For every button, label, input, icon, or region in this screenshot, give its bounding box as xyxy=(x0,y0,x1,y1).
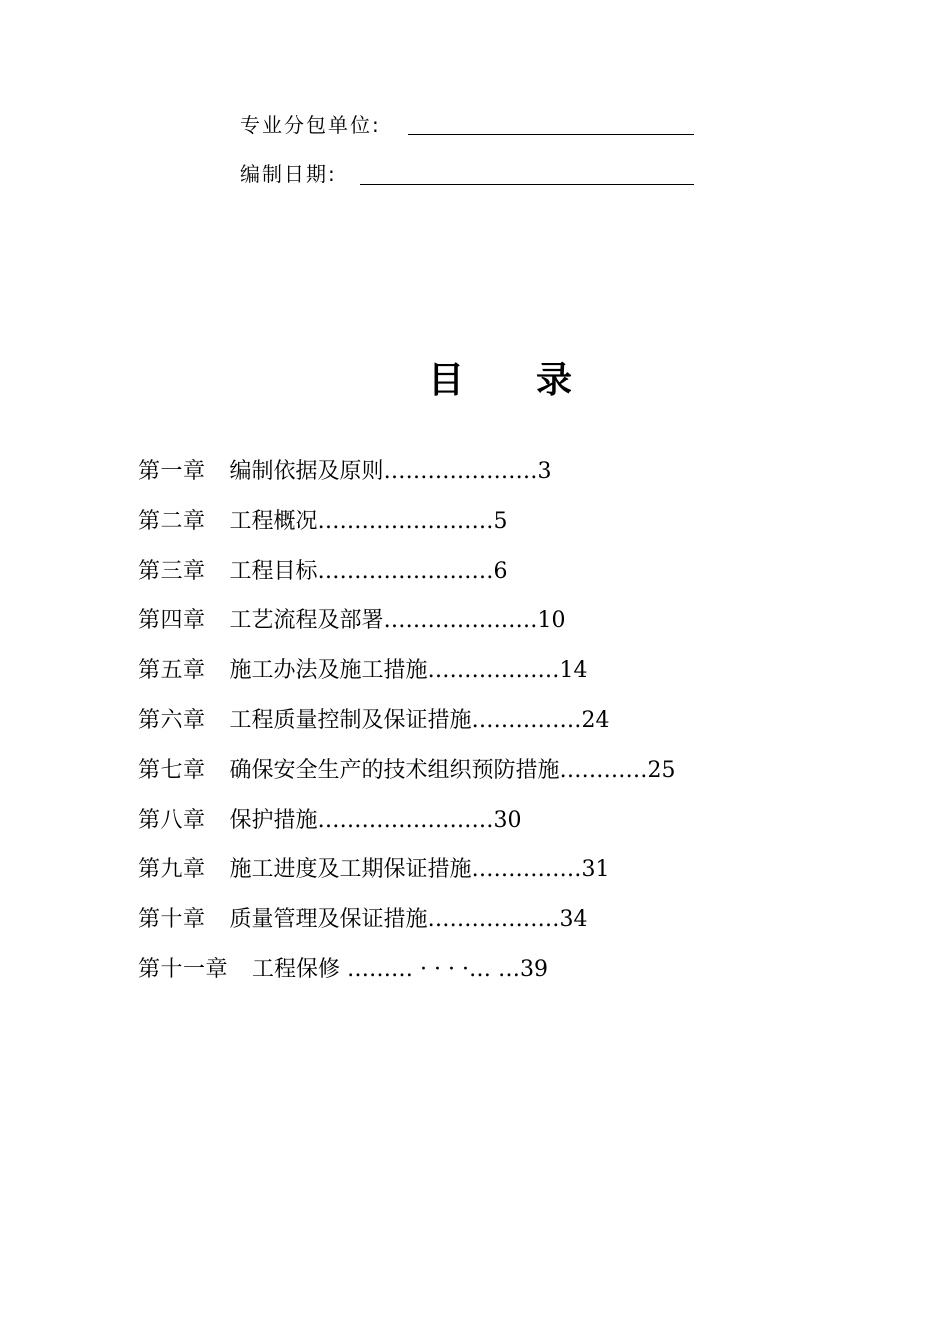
toc-dot-leader: ………… xyxy=(559,757,648,783)
toc-chapter-number: 第八章 xyxy=(138,807,206,833)
toc-dot-leader: …………………… xyxy=(317,508,494,534)
toc-dot-leader: ……………… xyxy=(427,658,560,684)
toc-chapter-title: 工程目标 xyxy=(229,558,318,584)
toc-chapter-number: 第三章 xyxy=(138,558,206,584)
toc-entry xyxy=(138,505,676,555)
toc-dot-leader: …………………… xyxy=(317,558,494,584)
toc-chapter-title: 工程概况 xyxy=(229,508,318,534)
toc-chapter-title: 施工办法及施工措施 xyxy=(229,658,428,684)
toc-page-number: 3 xyxy=(537,459,552,484)
toc-chapter-number: 第十一章 xyxy=(138,956,229,982)
toc-chapter-number: 第十章 xyxy=(138,907,206,933)
toc-page-number: 30 xyxy=(493,807,522,833)
toc-chapter-title: 工程保修 xyxy=(252,956,341,982)
toc-page-number: 25 xyxy=(647,757,676,783)
toc-chapter-title: 施工进度及工期保证措施 xyxy=(229,857,472,883)
toc-dot-leader: ………………… xyxy=(383,459,538,484)
toc-entry xyxy=(138,604,676,654)
toc-dot-leader: …………………… xyxy=(317,807,494,833)
toc-chapter-number: 第七章 xyxy=(138,757,206,783)
toc-title: 目 录 xyxy=(427,360,572,401)
toc-page-number: 5 xyxy=(493,508,508,534)
toc-entry xyxy=(138,853,676,903)
toc-dot-leader: ……………… xyxy=(427,907,560,933)
toc-chapter-title: 确保安全生产的技术组织预防措施 xyxy=(229,757,560,783)
toc-dot-leader: …………… xyxy=(471,857,582,883)
toc-list xyxy=(138,455,676,1003)
toc-entry xyxy=(138,704,676,754)
subcontractor-blank-line xyxy=(408,134,694,135)
toc-entry xyxy=(138,754,676,804)
toc-dot-leader: ………………… xyxy=(383,608,538,634)
toc-entry xyxy=(138,953,676,1003)
toc-dot-leader: …………… xyxy=(471,707,582,733)
date-blank-line xyxy=(360,184,694,185)
toc-page-number: 14 xyxy=(559,658,588,684)
toc-page-number: 39 xyxy=(519,956,548,982)
toc-page-number: 10 xyxy=(537,608,566,634)
toc-chapter-number: 第四章 xyxy=(138,608,206,634)
toc-chapter-title: 工艺流程及部署 xyxy=(229,608,384,634)
toc-chapter-number: 第五章 xyxy=(138,658,206,684)
toc-chapter-title: 编制依据及原则 xyxy=(229,459,384,484)
toc-entry xyxy=(138,455,676,505)
toc-chapter-number: 第二章 xyxy=(138,508,206,534)
toc-chapter-number: 第一章 xyxy=(138,459,206,484)
toc-page-number: 6 xyxy=(493,558,508,584)
toc-entry xyxy=(138,903,676,953)
toc-chapter-title: 保护措施 xyxy=(229,807,318,833)
toc-chapter-title: 工程质量控制及保证措施 xyxy=(229,707,472,733)
toc-page-number: 34 xyxy=(559,907,588,933)
toc-entry xyxy=(138,804,676,854)
toc-entry xyxy=(138,555,676,605)
toc-chapter-title: 质量管理及保证措施 xyxy=(229,907,428,933)
toc-page-number: 24 xyxy=(581,707,610,733)
toc-chapter-number: 第九章 xyxy=(138,857,206,883)
subcontractor-field-label: 专业分包单位: xyxy=(240,113,381,137)
toc-page-number: 31 xyxy=(581,857,610,883)
date-field-label: 编制日期: xyxy=(240,162,337,186)
toc-dot-leader: ……… · · · ·… … xyxy=(340,956,520,982)
toc-entry xyxy=(138,654,676,704)
toc-chapter-number: 第六章 xyxy=(138,707,206,733)
